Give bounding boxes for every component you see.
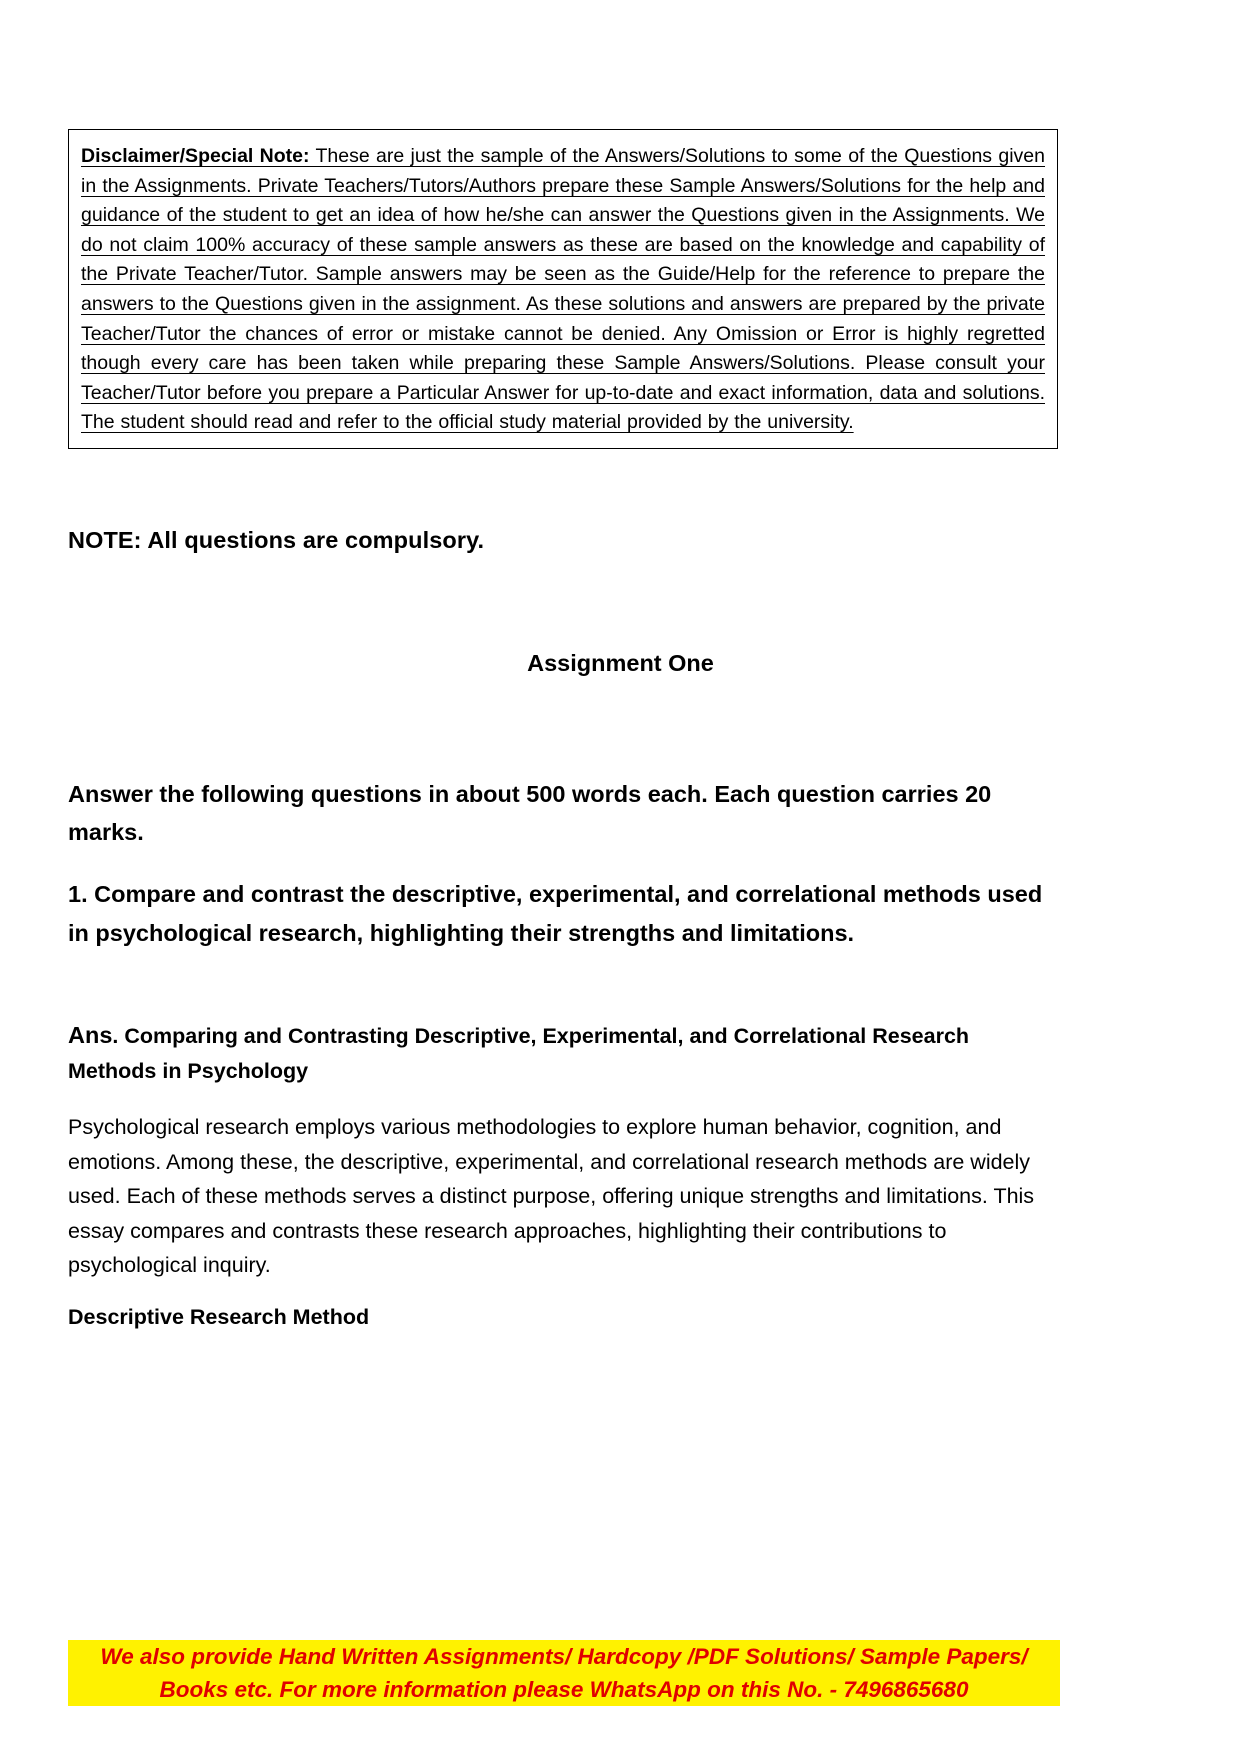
answer-heading-text: . Comparing and Contrasting Descriptive, Experimental, and Correlational Research Methods in Psychology [68,1024,970,1083]
section-subheading: Descriptive Research Method [68,1305,370,1329]
instruction-text: Answer the following questions in about 500 words each. Each question carries 20 marks. [68,781,992,845]
assignment-title: Assignment One [527,650,714,676]
disclaimer-body: These are just the sample of the Answers/Solutions to some of the Questions given in the Assignments. Private Teachers/Tutors/Authors prepare these Sample Answers/Solutions for the help and guidance of the student to get an idea of how he/she can answer the Questions given in the Assignments. We do not claim 100% accuracy of these sample answers as these are based on the knowledge and capability of the Private Teacher/Tutor. Sample answers may be seen as the Guide/Help for the reference to prepare the answers to the Questions given in the assignment. As these solutions and answers are prepared by the private Teacher/Tutor the chances of error or mistake cannot be denied. Any Omission or Error is highly regretted though every care has been taken while preparing these Sample Answers/Solutions. Please consult your Teacher/Tutor before you prepare a Particular Answer for up-to-date and exact information, data and solutions. The student should read and refer to the official study material provided by the university. [81,145,1046,434]
answer-heading [68,1018,1048,1089]
note-line: NOTE: All questions are compulsory. [68,527,485,553]
footer-line-2: Books etc. For more information please WhatsApp on this No. - 7496865680 [159,1677,969,1702]
answer-label: Ans [68,1022,113,1048]
disclaimer-label: Disclaimer/Special Note: [81,145,310,167]
footer-promo [68,1640,1060,1706]
footer-line-1: We also provide Hand Written Assignments/ Hardcopy /PDF Solutions/ Sample Papers/ [100,1644,1028,1669]
disclaimer-box [68,129,1058,449]
answer-paragraph: Psychological research employs various methodologies to explore human behavior, cognition, and emotions. Among these, the descriptive, experimental, and correlational research methods are widely used. Each of these methods serves a distinct purpose, offering unique strengths and limitations. This essay compares and contrasts these research approaches, highlighting their contributions to psychological inquiry. [68,1115,1035,1277]
question-1: 1. Compare and contrast the descriptive, experimental, and correlational methods used in psychological research, highlighting their strengths and limitations. [68,881,1043,946]
disclaimer-text [81,142,1045,438]
